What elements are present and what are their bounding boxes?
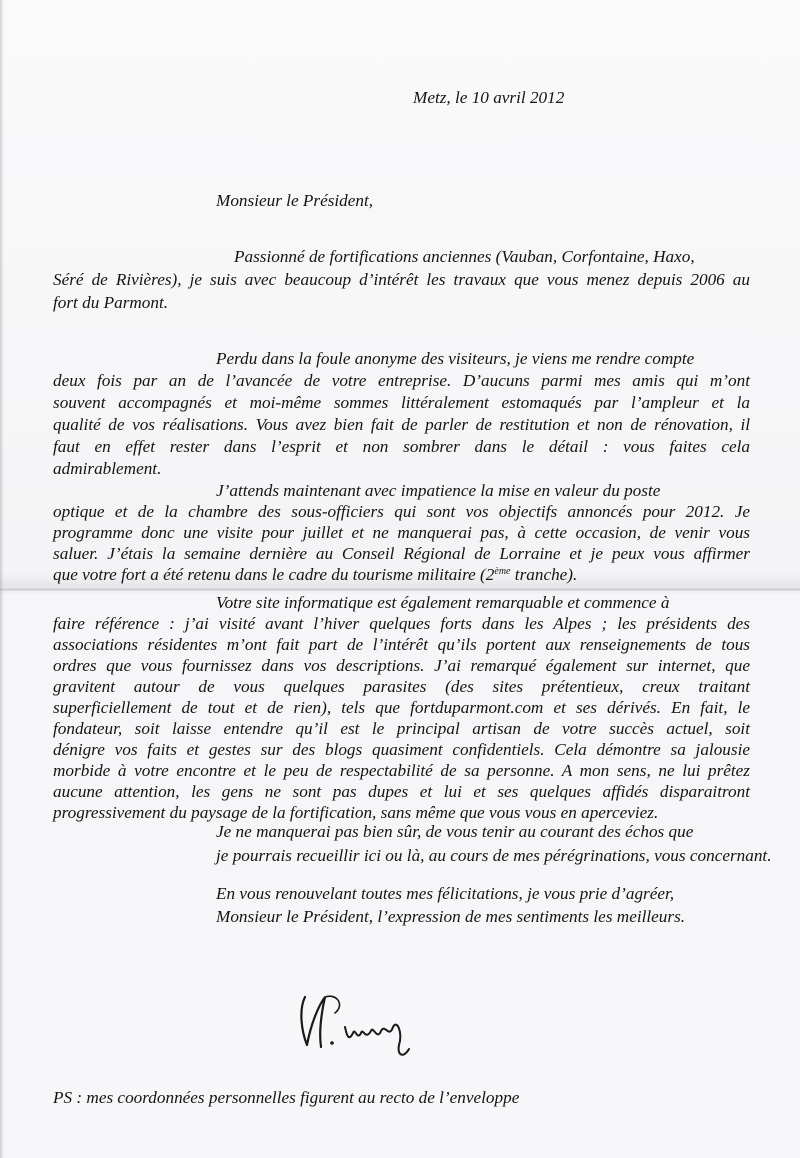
paragraph-line: programme donc une visite pour juillet et ne manquerai pas, à cette occasion, de venir vous — [53, 523, 750, 542]
paragraph-line: Monsieur le Président, l’expression de mes sentiments les meilleurs. — [216, 907, 686, 926]
paragraph-line: aucune attention, les gens ne sont pas dupes et lui et ses quelques affidés disparaitront — [53, 782, 750, 801]
paragraph-3 — [53, 481, 750, 584]
paragraph-line: Séré de Rivières), je suis avec beaucoup d’intérêt les travaux que vous menez depuis 2006 au — [53, 270, 750, 289]
paragraph-line: saluer. J’étais la semaine dernière au Conseil Régional de Lorraine et je peux vous affirmer — [53, 544, 750, 563]
paragraph-line: superficiellement de tout et de rien), tels que fortduparmont.com et ses dérivés. En fait, le — [53, 698, 750, 717]
paper-fold-crease — [0, 588, 800, 591]
paragraph-line: dénigre vos faits et gestes sur des blogs quasiment confidentiels. Cela démontre sa jalousie — [53, 740, 750, 759]
paragraph-line: Votre site informatique est également remarquable et commence à — [216, 593, 670, 612]
paragraph-line: optique et de la chambre des sous-officiers qui sont vos objectifs annoncés pour 2012. Je — [53, 502, 750, 521]
paragraph-line: deux fois par an de l’avancée de votre entreprise. D’aucuns parmi mes amis qui m’ont — [53, 371, 750, 390]
handwritten-signature — [285, 975, 465, 1065]
paragraph-line: Je ne manquerai pas bien sûr, de vous tenir au courant des échos que — [216, 822, 694, 841]
superscript: ème — [494, 566, 511, 577]
paragraph-line: Passionné de fortifications anciennes (Vauban, Corfontaine, Haxo, — [234, 247, 695, 266]
paragraph-line: faire référence : j’ai visité avant l’hiver quelques forts dans les Alpes ; les présidents des — [53, 614, 750, 633]
postscript: PS : mes coordonnées personnelles figurent au recto de l’enveloppe — [53, 1088, 520, 1107]
salutation: Monsieur le Président, — [216, 191, 374, 210]
paragraph-line: morbide à votre encontre et le peu de respectabilité de sa personne. A mon sens, ne lui prêtez — [53, 761, 750, 780]
paragraph-line: progressivement du paysage de la fortification, sans même que vous vous en aperceviez. — [53, 803, 659, 822]
paragraph-line: souvent accompagnés et moi-même sommes littéralement estomaqués par l’ampleur et la — [53, 393, 750, 412]
text-run: que votre fort a été retenu dans le cadre du tourisme militaire (2 — [53, 565, 495, 584]
paragraph-line: Perdu dans la foule anonyme des visiteurs, je viens me rendre compte — [216, 349, 695, 368]
paragraph-4 — [53, 593, 750, 822]
paragraph-line: faut en effet rester dans l’esprit et non sombrer dans le détail : vous faites cela — [53, 437, 750, 456]
place-date: Metz, le 10 avril 2012 — [413, 88, 565, 107]
paragraph-line: ordres que vous fournissez dans vos descriptions. J’ai remarqué également sur internet, que — [53, 656, 750, 675]
page-edge-shadow — [0, 0, 4, 1158]
paragraph-line: fondateur, soit laisse entendre qu’il est le principal artisan de votre succès actuel, soit — [53, 719, 750, 738]
paragraph-5 — [53, 822, 772, 868]
paragraph-line: fort du Parmont. — [53, 293, 169, 312]
paragraph-2 — [53, 349, 750, 478]
paragraph-line: gravitent autour de vous quelques parasites (des sites prétentieux, creux traitant — [53, 677, 750, 696]
paragraph-line: J’attends maintenant avec impatience la mise en valeur du poste — [216, 481, 661, 500]
paragraph-line-last — [53, 565, 750, 585]
paragraph-6 — [53, 884, 750, 930]
paragraph-line: associations résidentes m’ont fait part de l’intérêt qu’ils portent aux renseignements de tous — [53, 635, 750, 654]
paragraph-line: admirablement. — [53, 459, 162, 478]
paragraph-line: En vous renouvelant toutes mes félicitations, je vous prie d’agréer, — [216, 884, 675, 903]
paragraph-line: qualité de vos réalisations. Vous avez bien fait de parler de restitution et non de rénovation, il — [53, 415, 750, 434]
paragraph-line: je pourrais recueillir ici ou là, au cours de mes pérégrinations, vous concernant. — [216, 846, 772, 865]
paragraph-1 — [53, 247, 750, 317]
text-run: tranche). — [510, 565, 578, 584]
